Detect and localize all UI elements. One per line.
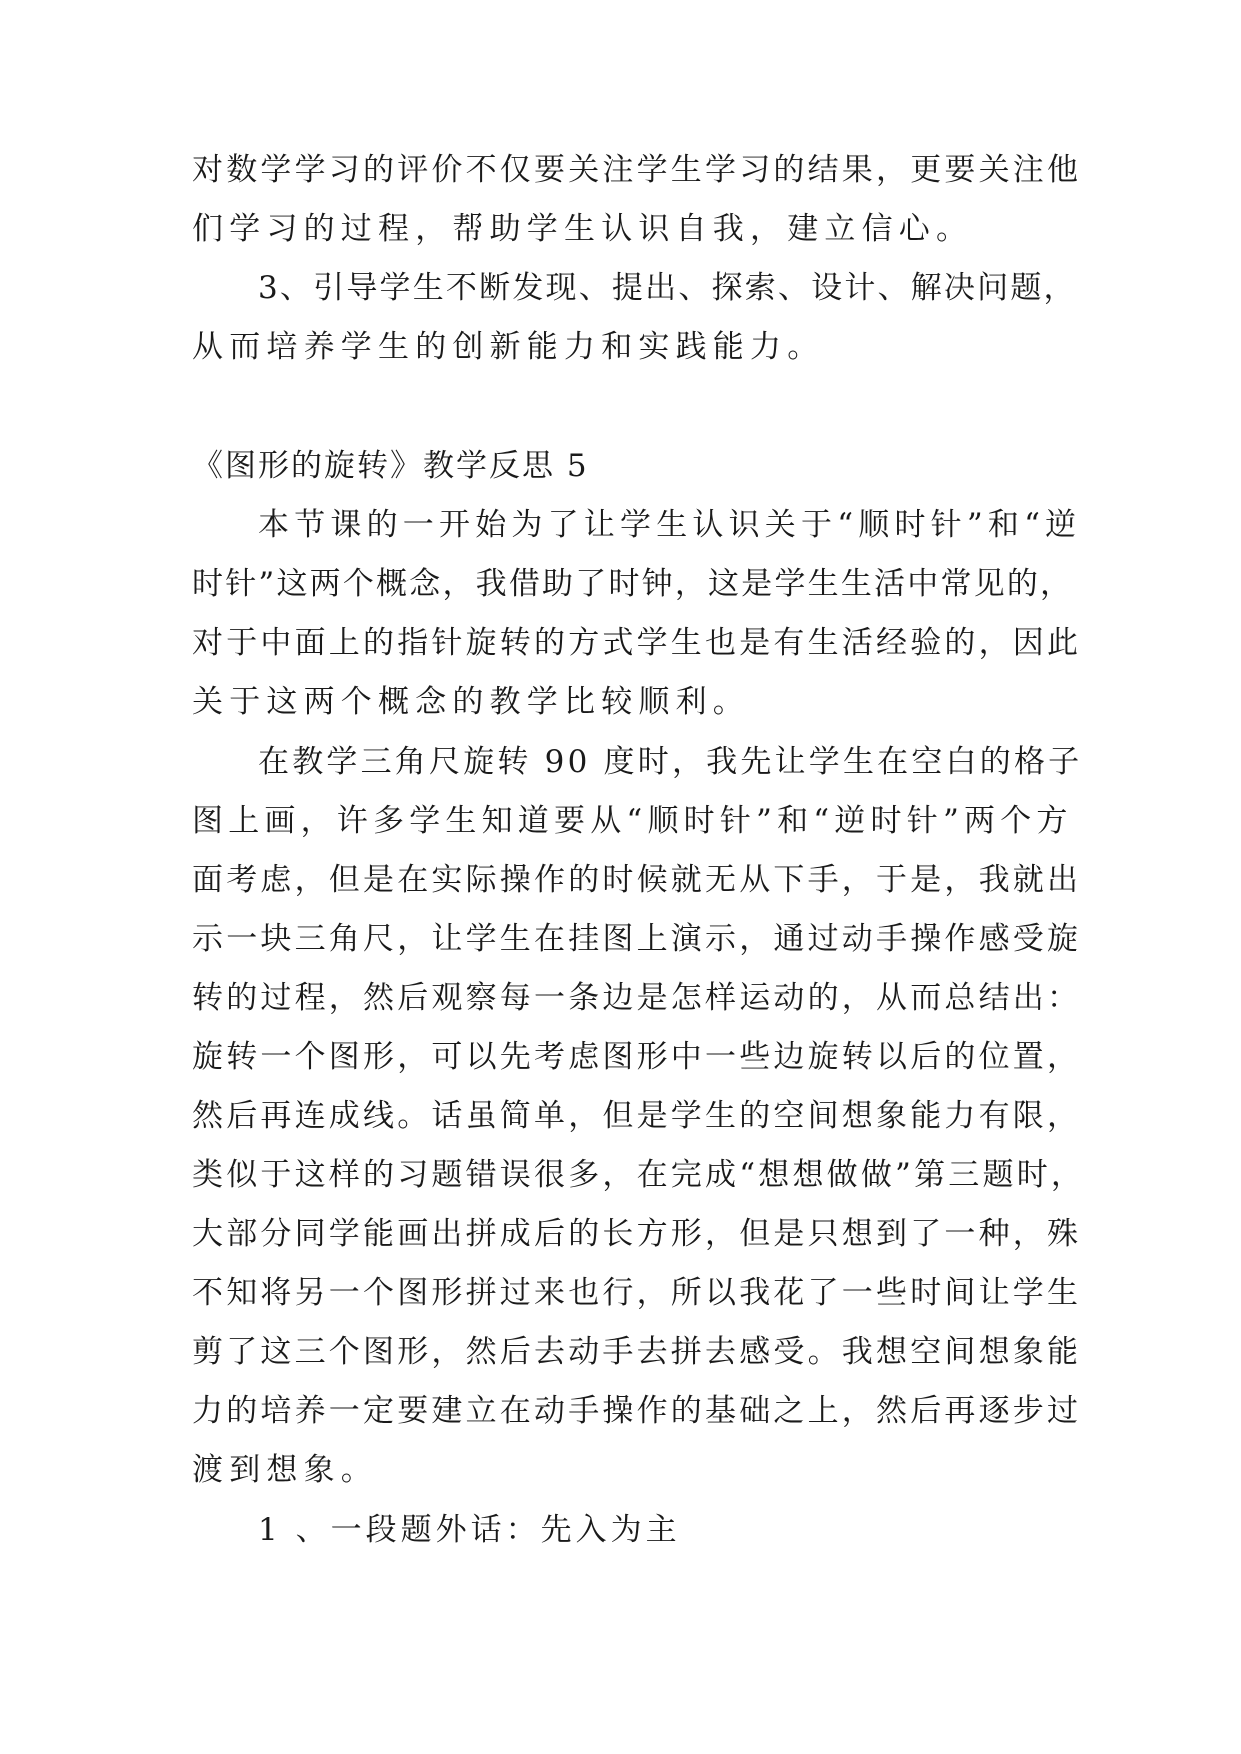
text-line: 力的培养一定要建立在动手操作的基础之上，然后再逐步过 (192, 1393, 1082, 1429)
paragraph-start: 本节课的一开始为了让学生认识关于“顺时针”和“逆 (258, 507, 1082, 543)
text-line: 们学习的过程，帮助学生认识自我，建立信心。 (192, 211, 974, 247)
text-line: 图上画，许多学生知道要从“顺时针”和“逆时针”两个方 (192, 803, 1073, 839)
text-line: 剪了这三个图形，然后去动手去拼去感受。我想空间想象能 (192, 1334, 1082, 1370)
section-heading: 《图形的旋转》教学反思 5 (192, 448, 589, 484)
text-line: 大部分同学能画出拼成后的长方形，但是只想到了一种，殊 (192, 1216, 1082, 1252)
paragraph-start: 在教学三角尺旋转 90 度时，我先让学生在空白的格子 (258, 744, 1083, 780)
text-line: 对数学学习的评价不仅要关注学生学习的结果，更要关注他 (192, 152, 1082, 188)
text-line: 从而培养学生的创新能力和实践能力。 (192, 329, 825, 365)
text-line: 时针”这两个概念，我借助了时钟，这是学生生活中常见的， (192, 566, 1074, 602)
text-line: 渡到想象。 (192, 1452, 378, 1488)
list-item-1: 1 、一段题外话：先入为主 (258, 1512, 681, 1548)
text-line: 关于这两个概念的教学比较顺利。 (192, 684, 750, 720)
text-line: 面考虑，但是在实际操作的时候就无从下手，于是，我就出 (192, 862, 1082, 898)
text-line: 不知将另一个图形拼过来也行，所以我花了一些时间让学生 (192, 1275, 1082, 1311)
text-line: 示一块三角尺，让学生在挂图上演示，通过动手操作感受旋 (192, 921, 1082, 957)
text-line: 对于中面上的指针旋转的方式学生也是有生活经验的，因此 (192, 625, 1082, 661)
text-line: 然后再连成线。话虽简单，但是学生的空间想象能力有限， (192, 1098, 1082, 1134)
text-line: 转的过程，然后观察每一条边是怎样运动的，从而总结出： (192, 980, 1082, 1016)
list-item-3: 3、引导学生不断发现、提出、探索、设计、解决问题， (258, 270, 1077, 306)
text-line: 旋转一个图形，可以先考虑图形中一些边旋转以后的位置， (192, 1039, 1082, 1075)
text-line: 类似于这样的习题错误很多，在完成“想想做做”第三题时， (192, 1157, 1086, 1193)
